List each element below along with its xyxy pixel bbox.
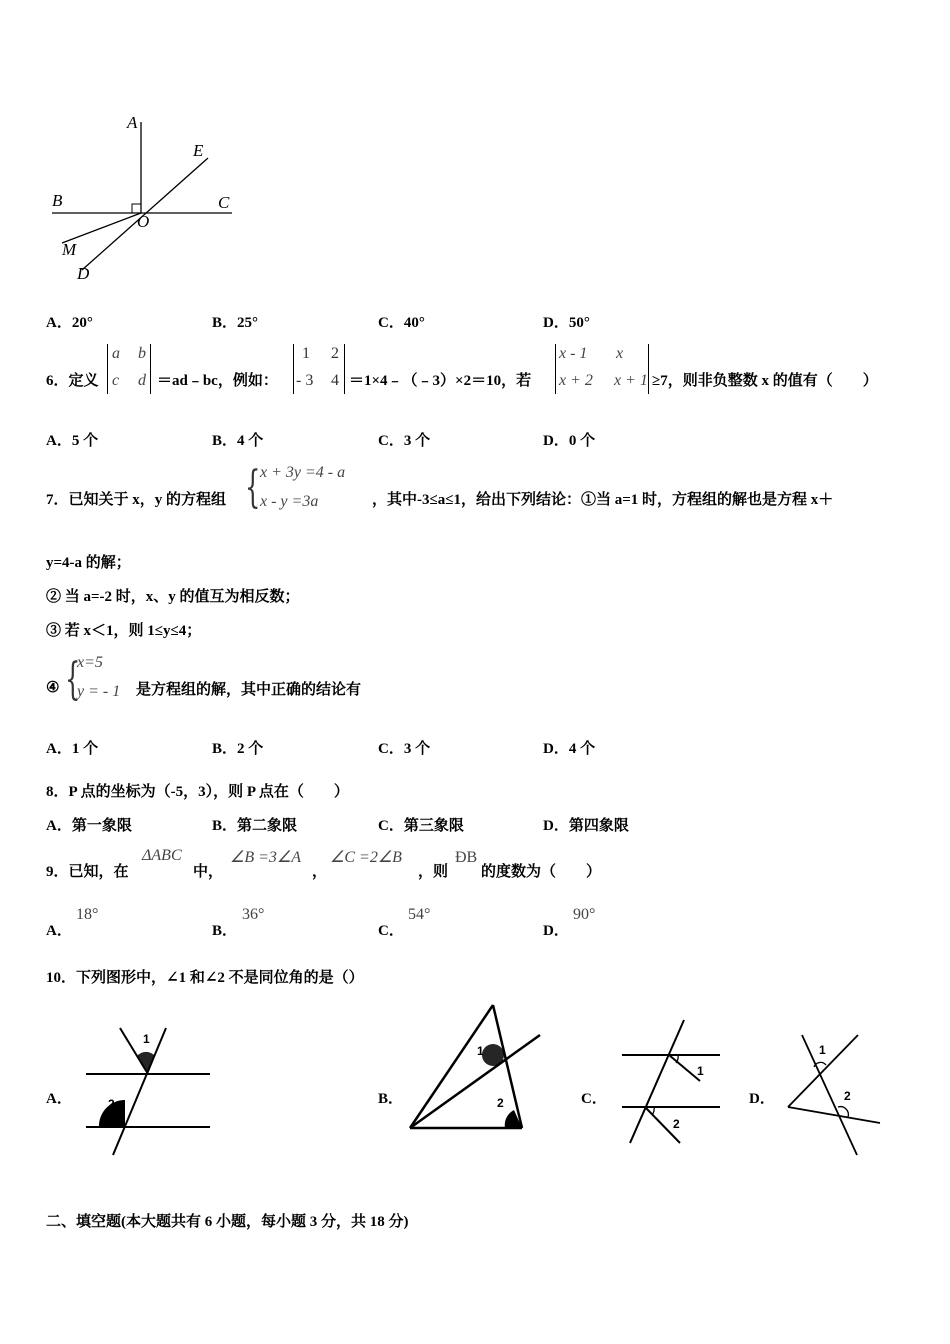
det-b: b	[138, 345, 146, 362]
q5-option-c[interactable]: C．40°	[378, 315, 425, 331]
q6-definition-determinant	[107, 344, 151, 394]
q9-option-a-label: A．	[46, 923, 72, 939]
q9-mid1: 中，	[193, 864, 224, 880]
q9-option-c[interactable]	[378, 919, 404, 940]
det-d: d	[138, 372, 146, 389]
m-21: x + 2	[559, 372, 593, 389]
q10b-label-2: 2	[497, 1096, 504, 1110]
q7-suffix: ，其中-3≤a≤1，给出下列结论：①当 a=1 时，方程组的解也是方程 x＋	[372, 492, 834, 508]
q6-option-b[interactable]: B．4 个	[212, 433, 264, 449]
q7-s4-eq1: x=5	[77, 654, 103, 671]
q9-prefix: 9．已知，在	[46, 864, 129, 880]
q7-option-a[interactable]: A．1 个	[46, 741, 99, 757]
label-e: E	[193, 141, 204, 160]
ex-22: 4	[331, 372, 339, 389]
q9-triangle: ΔABC	[142, 847, 182, 864]
q6-option-a[interactable]: A．5 个	[46, 433, 99, 449]
q7-line2: y=4-a 的解；	[46, 555, 131, 571]
q10-figure-d	[780, 1025, 885, 1160]
q9-option-d[interactable]	[543, 919, 569, 940]
q7-s4-eq2: y = - 1	[77, 683, 121, 700]
q10b-label-1: 1	[477, 1044, 484, 1058]
q9-option-a[interactable]	[46, 919, 72, 940]
q9-condition-2: ∠C =2∠B	[330, 849, 402, 866]
q7-s4-brace: {	[65, 654, 81, 705]
q8-option-b[interactable]: B．第二象限	[212, 818, 298, 834]
q9-option-d-value: 90°	[573, 906, 596, 923]
q10c-label-2: 2	[673, 1117, 680, 1131]
q6-example-determinant	[293, 344, 345, 394]
q7-eq1: x + 3y =4 - a	[260, 464, 346, 481]
q9-option-b-label: B．	[212, 923, 238, 939]
q7-option-d[interactable]: D．4 个	[543, 741, 596, 757]
q7-eq2: x - y =3a	[260, 493, 319, 510]
q8-option-d[interactable]: D．第四象限	[543, 818, 629, 834]
q10d-label-2: 2	[844, 1089, 851, 1103]
q6-option-d[interactable]: D．0 个	[543, 433, 596, 449]
q7-statement-2: ② 当 a=-2 时，x、y 的值互为相反数；	[46, 589, 300, 605]
q7-option-c[interactable]: C．3 个	[378, 741, 431, 757]
label-c: C	[218, 193, 230, 212]
q7-brace: {	[245, 462, 261, 513]
q5-option-d[interactable]: D．50°	[543, 315, 590, 331]
det-a: a	[112, 345, 120, 362]
q7-prefix: 7．已知关于 x，y 的方程组	[46, 492, 227, 508]
label-m: M	[62, 240, 77, 259]
q9-option-a-value: 18°	[76, 906, 99, 923]
q10-option-a[interactable]: A．	[46, 1091, 72, 1107]
q8-text: 8．P 点的坐标为（-5，3），则 P 点在（ ）	[46, 784, 349, 800]
q10-option-d[interactable]: D．	[749, 1091, 775, 1107]
q9-option-c-label: C．	[378, 923, 404, 939]
ex-12: 2	[331, 345, 339, 362]
q6-condition-determinant	[555, 344, 649, 394]
q9-option-c-value: 54°	[408, 906, 431, 923]
q10-figure-b	[400, 1000, 545, 1135]
q6-option-c[interactable]: C．3 个	[378, 433, 431, 449]
q9-separator: ，	[312, 864, 328, 880]
q9-option-b-value: 36°	[242, 906, 265, 923]
m-11: x - 1	[559, 345, 588, 362]
q8-option-a[interactable]: A．第一象限	[46, 818, 132, 834]
q5-option-a[interactable]: A．20°	[46, 315, 93, 331]
q9-suffix: 的度数为（ ）	[481, 864, 602, 880]
q9-option-d-label: D．	[543, 923, 569, 939]
q6-prefix: 6．定义	[46, 373, 99, 389]
q6-suffix: ≥7，则非负整数 x 的值有（ ）	[652, 373, 878, 389]
q10a-label-2: 2	[108, 1097, 115, 1111]
label-o: O	[137, 212, 150, 231]
m-22: x + 1	[614, 372, 648, 389]
q10-option-b[interactable]: B．	[378, 1091, 404, 1107]
q10c-label-1: 1	[697, 1064, 704, 1078]
q6-mid1: ＝ad﹣bc，例如：	[157, 373, 278, 389]
section-2-title: 二、填空题(本大题共有 6 小题，每小题 3 分，共 18 分)	[46, 1214, 409, 1230]
q9-option-b[interactable]	[212, 919, 237, 940]
q7-option-b[interactable]: B．2 个	[212, 741, 264, 757]
q7-statement-3: ③ 若 x＜1，则 1≤y≤4；	[46, 623, 202, 639]
label-a: A	[127, 113, 138, 132]
q10d-label-1: 1	[819, 1043, 826, 1057]
q9-target-angle: ÐB	[455, 849, 478, 866]
q10-option-c[interactable]: C．	[581, 1091, 607, 1107]
q10a-label-1: 1	[143, 1032, 150, 1046]
q7-statement-4-suffix: 是方程组的解，其中正确的结论有	[136, 682, 362, 698]
q10-figure-c	[618, 1015, 723, 1150]
q5-option-b[interactable]: B．25°	[212, 315, 259, 331]
q7-statement-4-marker: ④	[46, 680, 60, 696]
ex-21: - 3	[296, 372, 314, 389]
det-c: c	[112, 372, 120, 389]
q10-text: 10．下列图形中，∠1 和∠2 不是同位角的是（）	[46, 970, 364, 986]
label-d: D	[77, 264, 90, 283]
ex-11: 1	[302, 345, 310, 362]
q6-mid2: ＝1×4﹣（﹣3）×2＝10，若	[349, 373, 532, 389]
m-12: x	[616, 345, 624, 362]
q8-option-c[interactable]: C．第三象限	[378, 818, 464, 834]
q9-mid2: ，则	[418, 864, 449, 880]
q9-condition-1: ∠B =3∠A	[230, 849, 302, 866]
label-b: B	[52, 191, 63, 210]
